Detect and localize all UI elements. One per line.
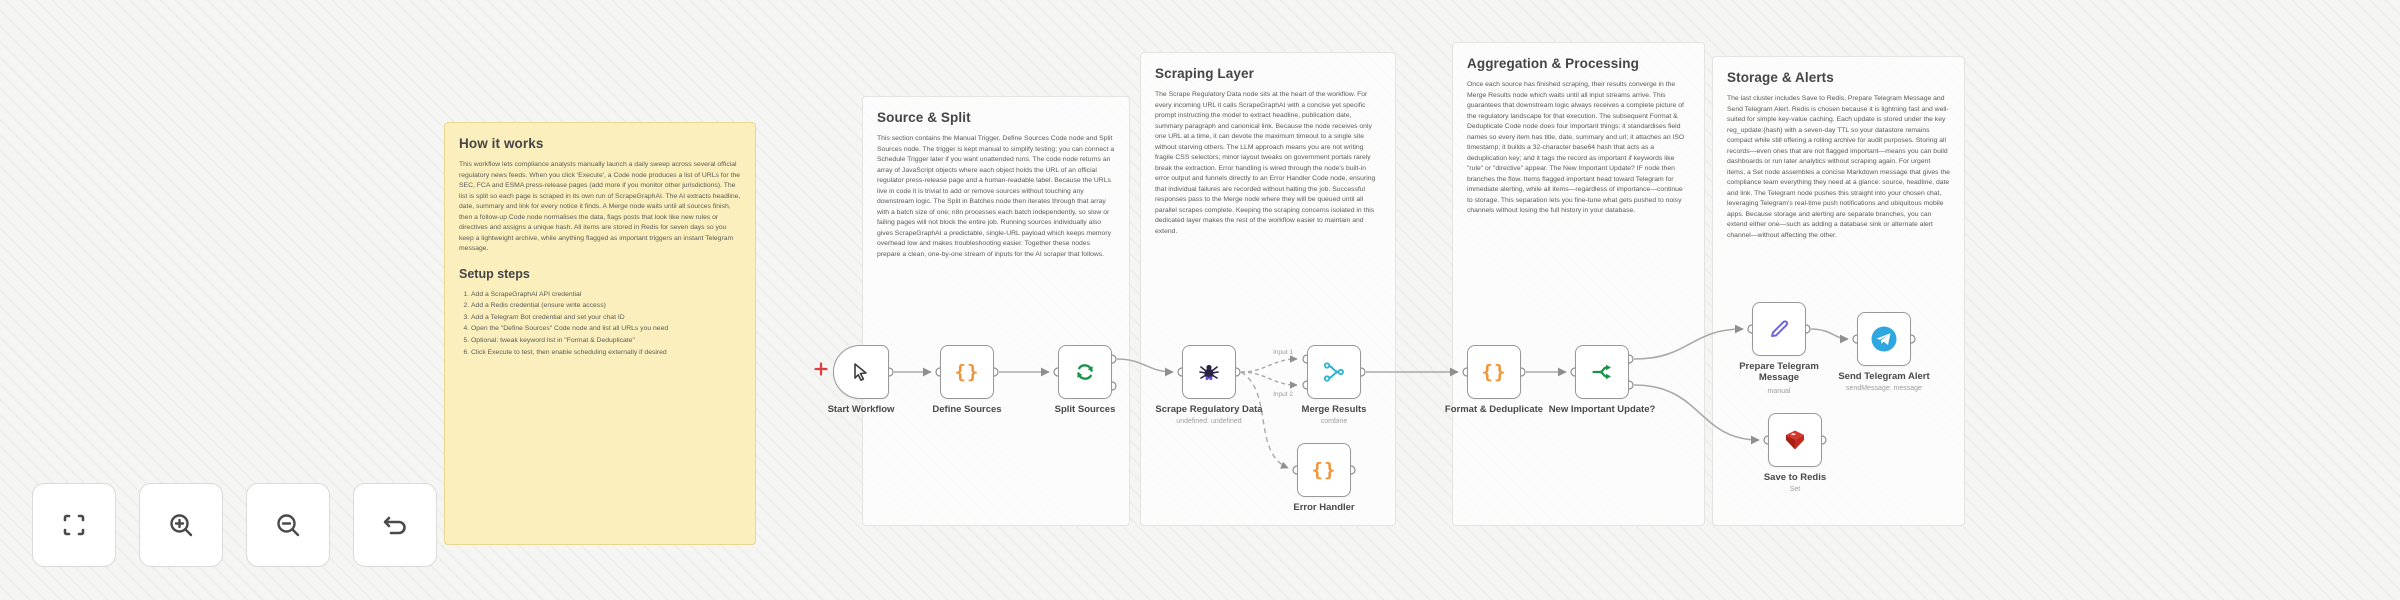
node-subtitle: sendMessage: message: [1846, 385, 1922, 392]
node-label: Prepare Telegram Message: [1739, 361, 1819, 384]
node-subtitle: Set: [1789, 486, 1801, 493]
section-body: The Scrape Regulatory Data node sits at the heart of the workflow. For every incoming URL it calls ScrapeGraphAI with a concise yet specific prompt instructing the model to extract headline, publication date, summary paragraph and canonical link. Because the node receives only one URL at a time, it can devote the maximum timeout to a single site without starving others. The LLM approach means you are not writing fragile CSS selectors; minor layout tweaks on government portals rarely break the extraction. Error handling is wired through the node's built-in error output and funnels directly to an Error Handler Code node, ensuring that individual failures are recorded without halting the job. Successful responses pass to the Merge node where they will be queued until all parallel scrapes complete. Keeping the scraping concerns isolated in this dedicated layer makes the rest of the workflow easier to maintain and extend.: [1155, 91, 1376, 235]
zoom-in-button[interactable]: [139, 483, 223, 567]
cursor-icon: [849, 360, 873, 384]
code-icon: {}: [954, 361, 980, 383]
setup-step: 6. Click Execute to test, then enable scheduling externally if desired: [471, 347, 741, 359]
setup-step: 5. Optional: tweak keyword list in "Format & Deduplicate": [471, 335, 741, 347]
merge-input2-label: Input 2: [1273, 391, 1293, 398]
node-new-important-update[interactable]: [1548, 345, 1656, 415]
zoom-out-button[interactable]: [246, 483, 330, 567]
setup-step: 1. Add a ScrapeGraphAI API credential: [471, 289, 741, 301]
node-label: Start Workflow: [827, 404, 895, 415]
node-label: Format & Deduplicate: [1444, 404, 1544, 415]
node-label: Split Sources: [1054, 404, 1116, 415]
section-body: This section contains the Manual Trigger, Define Sources Code node and Split Sources node. The trigger is kept manual to simplify testing; you can connect a Schedule Trigger later if you want unattended runs. The code node returns an array of JavaScript objects where each object holds the URL of an official regulator press-release page and a human-readable label. Because the URLs live in code it is trivial to add or remove sources without touching any downstream logic. The Split in Batches node then iterates through that array with a batch size of one; n8n processes each batch independently, so slow or failing pages will not block the entire job. Running sources individually also gives ScrapeGraphAI a predictable, single-URL payload which keeps memory overhead low and makes troubleshooting easier. Together these nodes prepare a clean, one-by-one stream of inputs for the AI scraper that follows.: [877, 135, 1115, 258]
node-scrape-regulatory-data[interactable]: [1155, 345, 1263, 425]
section-body: The last cluster includes Save to Redis, Prepare Telegram Message and Send Telegram Alert. Redis is chosen because it is lightning fast and well-suited for simple key-value caching. Each update is stored under the key reg_update:{hash} with a seven-day TTL so your datastore remains compact while still offering a rolling archive for audit purposes. Storing all records—even ones that are not flagged important—means you can build dashboards or run later analytics without scraping again. For urgent items, a Set node assembles a concise Markdown message that gives the compliance team everything they need at a glance: source, headline, date and link. The Telegram node pushes this straight into your chosen chat, leveraging Telegram's real-time push notifications and ubiquitous mobile apps. Because storage and alerting are separate branches, you can extend either one—such as adding a database sink or alternate alert channel—without affecting the other.: [1727, 95, 1950, 239]
execution-start-marker: [816, 364, 827, 375]
fit-view-icon: [56, 507, 92, 543]
connection-scrape-merge-1: [1241, 359, 1297, 372]
section-title: Aggregation & Processing: [1467, 56, 1639, 71]
node-label: Define Sources: [932, 404, 1002, 415]
connection-check-prepare: [1634, 329, 1743, 359]
undo-button[interactable]: [353, 483, 437, 567]
node-subtitle: combine: [1320, 418, 1348, 425]
setup-step: 3. Add a Telegram Bot credential and set your chat ID: [471, 312, 741, 324]
node-merge-results[interactable]: [1301, 345, 1367, 425]
code-icon: {}: [1311, 459, 1337, 481]
pencil-icon: [1766, 316, 1792, 342]
loop-icon: [1073, 360, 1097, 384]
connection-split-scrape: [1117, 359, 1173, 372]
node-define-sources[interactable]: [932, 345, 1002, 415]
node-label: New Important Update?: [1548, 404, 1656, 415]
section-body: Once each source has finished scraping, their results converge in the Merge Results node which waits until all input streams arrive. This guarantees that downstream logic always receives a complete picture of the regulatory landscape for that execution. The subsequent Format & Deduplicate Code node does four important things: it standardises field names so every item has title, date, summary and url; it attaches an ISO timestamp; it builds a 32-character base64 hash that acts as a deduplication key; and it tags the record as important if keywords like "rule" or "directive" appear. The New Important Update? IF node then branches the flow. Items flagged important head toward Telegram for immediate alerting, while all items—regardless of importance—continue to storage. This separation lets you fine-tune what gets pushed to noisy channels without losing the full history in your database.: [1467, 81, 1685, 215]
note-body: This workflow lets compliance analysts manually launch a daily sweep across several official regulatory news feeds. When you click 'Execute', a Code node produces a list of URLs for the SEC, FCA and ESMA press-release pages (add more if you monitor other jurisdictions). The list is split so each page is scraped in its own run of ScrapeGraphAI. The AI extracts headline, date, summary and link for every notice it finds. A Merge node waits until all sources finish, then a follow-up Code node normalises the data, flags posts that look like new rules or directives and assigns a unique hash. All items are stored in Redis for seven days so you keep a lightweight archive, while anything flagged as important triggers an instant Telegram message.: [459, 161, 741, 253]
node-label: Scrape Regulatory Data: [1155, 404, 1263, 415]
fit-view-button[interactable]: [32, 483, 116, 567]
code-icon: {}: [1481, 361, 1507, 383]
node-format-deduplicate[interactable]: [1444, 345, 1544, 415]
redis-icon: [1781, 426, 1809, 454]
zoom-in-icon: [163, 507, 199, 543]
node-label: Save to Redis: [1763, 472, 1827, 483]
node-prepare-telegram-message[interactable]: [1739, 302, 1819, 395]
merge-icon: [1322, 360, 1346, 384]
node-save-to-redis[interactable]: [1763, 413, 1827, 493]
node-label: Error Handler: [1293, 502, 1355, 513]
spider-icon: [1196, 359, 1222, 385]
node-subtitle: undefined: undefined: [1176, 418, 1242, 425]
node-subtitle: manual: [1767, 388, 1791, 395]
section-title: Scraping Layer: [1155, 66, 1254, 81]
node-split-sources[interactable]: [1054, 345, 1116, 415]
node-error-handler[interactable]: [1293, 443, 1355, 513]
section-title: Source & Split: [877, 110, 971, 125]
branch-icon: [1590, 360, 1614, 384]
note-steps-title: Setup steps: [459, 266, 530, 281]
note-title: How it works: [459, 136, 544, 151]
setup-step: 2. Add a Redis credential (ensure write access): [471, 300, 741, 312]
connection-prepare-send: [1811, 329, 1848, 339]
merge-input1-label: Input 1: [1273, 349, 1293, 356]
node-label: Send Telegram Alert: [1838, 371, 1930, 382]
telegram-icon: [1869, 324, 1899, 354]
node-send-telegram-alert[interactable]: [1838, 312, 1930, 392]
section-title: Storage & Alerts: [1727, 70, 1834, 85]
zoom-out-icon: [270, 507, 306, 543]
node-label: Merge Results: [1301, 404, 1367, 415]
canvas-controls: [32, 483, 437, 567]
setup-step: 4. Open the "Define Sources" Code node and list all URLs you need: [471, 323, 741, 335]
undo-icon: [377, 507, 413, 543]
node-start-workflow[interactable]: [827, 345, 895, 415]
